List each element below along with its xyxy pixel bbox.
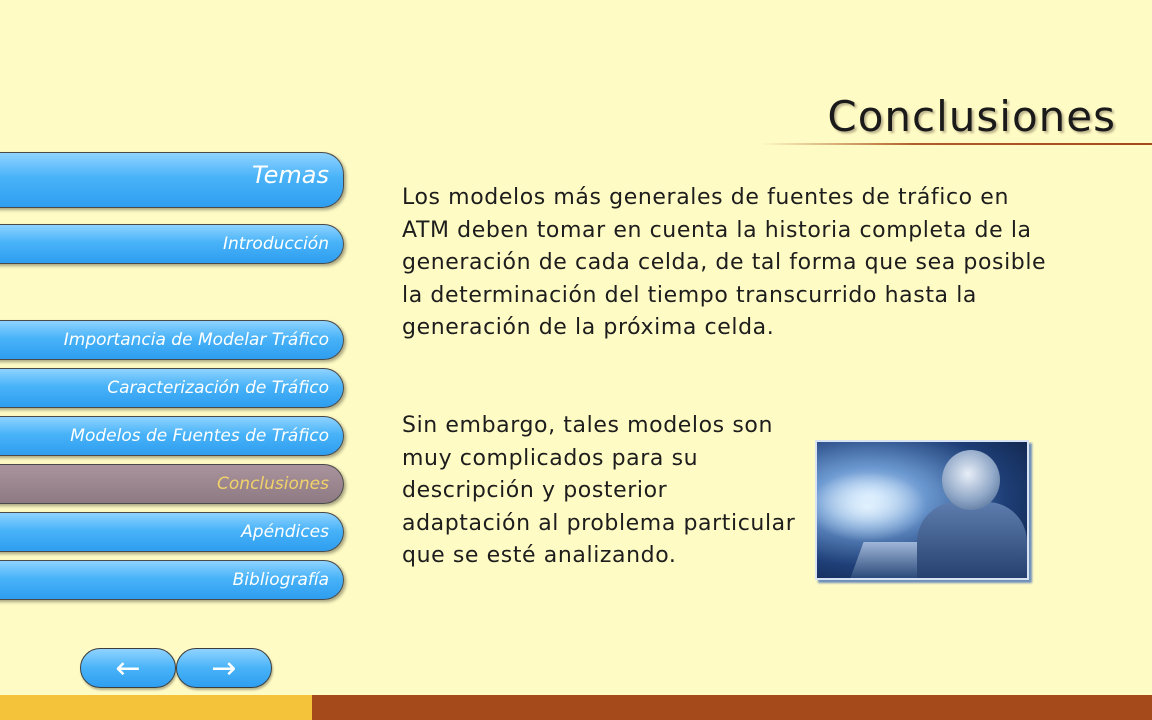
nav-item-label: Conclusiones	[217, 474, 329, 494]
nav-item-conclusiones[interactable]	[0, 464, 344, 504]
nav-item-importancia[interactable]	[0, 320, 344, 360]
nav-item-label: Modelos de Fuentes de Tráfico	[70, 426, 329, 446]
left-arrow-icon: ←	[115, 650, 141, 686]
prev-button[interactable]	[80, 648, 176, 688]
nav-item-modelos[interactable]	[0, 416, 344, 456]
body-paragraph-2: Sin embargo, tales modelos son muy complicados para su descripción y posterior adaptación al problema particular que se esté analizando.	[402, 413, 796, 568]
nav-header-label: Temas	[251, 161, 329, 189]
next-button[interactable]	[176, 648, 272, 688]
page-title: Conclusiones	[827, 92, 1116, 141]
nav-item-label: Caracterización de Tráfico	[107, 378, 329, 398]
nav-item-label: Bibliografía	[232, 570, 329, 590]
title-divider	[760, 143, 1152, 145]
nav-item-label: Introducción	[222, 234, 329, 254]
nav-item-introduccion[interactable]	[0, 224, 344, 264]
nav-header-temas[interactable]	[0, 152, 344, 208]
body-paragraph-1: Los modelos más generales de fuentes de tráfico en ATM deben tomar en cuenta la historia completa de la generación de cada celda, de tal forma que sea posible la determinación del tiempo transcurrido hasta la generación de la próxima celda.	[402, 185, 1047, 340]
nav-item-label: Importancia de Modelar Tráfico	[63, 330, 329, 350]
nav-item-caracterizacion[interactable]	[0, 368, 344, 408]
footer-bar-yellow	[0, 695, 312, 720]
nav-item-bibliografia[interactable]	[0, 560, 344, 600]
illustration-photo	[815, 440, 1029, 580]
footer-bar-brown	[312, 695, 1152, 720]
right-arrow-icon: →	[211, 650, 237, 686]
nav-item-label: Apéndices	[241, 522, 329, 542]
nav-item-apendices[interactable]	[0, 512, 344, 552]
